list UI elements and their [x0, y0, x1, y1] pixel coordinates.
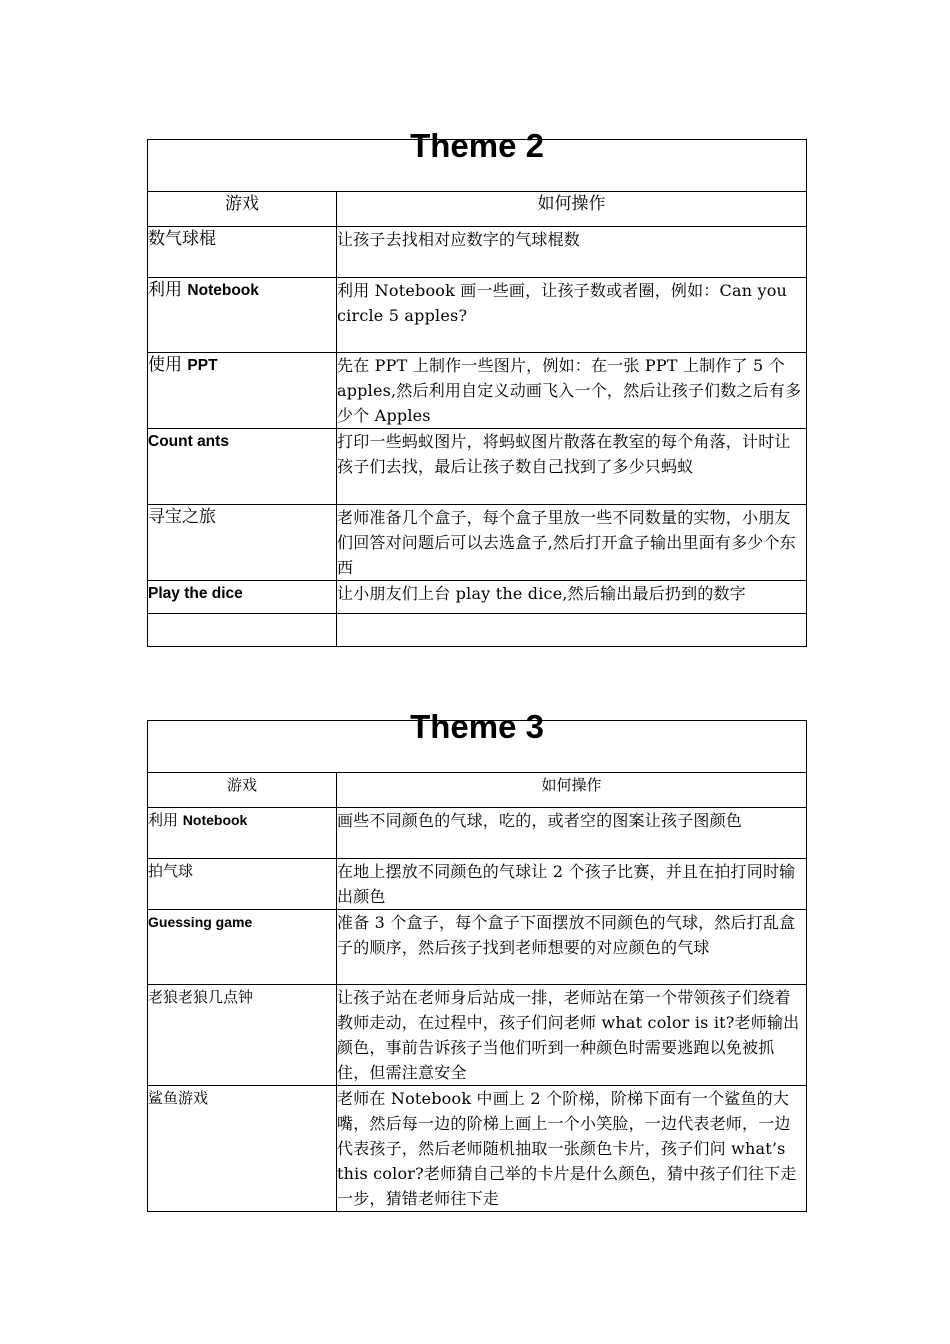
game-name-bold: Play the dice — [148, 585, 243, 602]
table-row-empty — [148, 614, 807, 647]
game-description: 在地上摆放不同颜色的气球让 2 个孩子比赛，并且在拍打同时输出颜色 — [337, 859, 807, 910]
theme-2-title-cell — [148, 127, 807, 192]
game-name — [148, 910, 337, 985]
table-row — [148, 1086, 807, 1212]
game-name: 寻宝之旅 — [148, 505, 337, 581]
theme-2-header-game: 游戏 — [148, 192, 337, 227]
game-description: 打印一些蚂蚁图片，将蚂蚁图片散落在教室的每个角落，计时让孩子们去找，最后让孩子数自己找到了多少只蚂蚁 — [337, 429, 807, 505]
table-row — [148, 278, 807, 353]
table-row — [148, 910, 807, 985]
table-row — [148, 227, 807, 278]
table-row — [148, 859, 807, 910]
game-description: 老师在 Notebook 中画上 2 个阶梯，阶梯下面有一个鲨鱼的大嘴，然后每一边的阶梯上画上一个小笑脸，一边代表老师，一边代表孩子，然后老师随机抽取一张颜色卡片，孩子们问 what’s this color?老师猜自己举的卡片是什么颜色，猜中孩子们往下走一步，猜错老师往下走 — [337, 1086, 807, 1212]
game-name — [148, 614, 337, 647]
table-row — [148, 429, 807, 505]
table-row — [148, 985, 807, 1086]
game-name-bold: Notebook — [187, 282, 259, 299]
game-name-prefix: 利用 — [148, 280, 188, 300]
theme-3-title-cell — [148, 708, 807, 773]
theme-3-header-game: 游戏 — [148, 773, 337, 808]
game-description: 画些不同颜色的气球，吃的，或者空的图案让孩子图颜色 — [337, 808, 807, 859]
game-name-prefix: 使用 — [148, 355, 188, 375]
theme-2-table — [147, 127, 807, 647]
theme-3-table — [147, 708, 807, 1212]
game-description — [337, 614, 807, 647]
table-row — [148, 581, 807, 614]
game-name-bold: Guessing game — [148, 914, 253, 930]
game-name — [148, 353, 337, 429]
game-name — [148, 278, 337, 353]
game-name — [148, 808, 337, 859]
game-description: 先在 PPT 上制作一些图片，例如：在一张 PPT 上制作了 5 个 apples,然后利用自定义动画飞入一个，然后让孩子们数之后有多少个 Apples — [337, 353, 807, 429]
game-description: 准备 3 个盒子，每个盒子下面摆放不同颜色的气球，然后打乱盒子的顺序，然后孩子找到老师想要的对应颜色的气球 — [337, 910, 807, 985]
table-row — [148, 808, 807, 859]
game-name-bold: PPT — [187, 357, 218, 374]
game-description: 利用 Notebook 画一些画，让孩子数或者圈，例如：Can you circle 5 apples? — [337, 278, 807, 353]
game-name-bold: Count ants — [148, 433, 229, 450]
game-name: 鲨鱼游戏 — [148, 1086, 337, 1212]
game-name — [148, 581, 337, 614]
game-name — [148, 429, 337, 505]
game-description: 让孩子站在老师身后站成一排，老师站在第一个带领孩子们绕着教师走动，在过程中，孩子们问老师 what color is it?老师输出颜色，事前告诉孩子当他们听到一种颜色时需要逃跑以免被抓住，但需注意安全 — [337, 985, 807, 1086]
game-name: 拍气球 — [148, 859, 337, 910]
theme-3-header-how: 如何操作 — [337, 773, 807, 808]
theme-2-header-how: 如何操作 — [337, 192, 807, 227]
game-name-prefix: 利用 — [148, 811, 183, 829]
table-row — [148, 505, 807, 581]
game-name: 老狼老狼几点钟 — [148, 985, 337, 1086]
game-name-bold: Notebook — [182, 812, 248, 828]
theme-3-title: Theme 3 — [410, 708, 544, 745]
game-name: 数气球棍 — [148, 227, 337, 278]
game-description: 老师准备几个盒子，每个盒子里放一些不同数量的实物，小朋友们回答对问题后可以去选盒子,然后打开盒子输出里面有多少个东西 — [337, 505, 807, 581]
game-description: 让小朋友们上台 play the dice,然后输出最后扔到的数字 — [337, 581, 807, 614]
theme-2-title: Theme 2 — [410, 127, 544, 164]
game-description: 让孩子去找相对应数字的气球棍数 — [337, 227, 807, 278]
table-row — [148, 353, 807, 429]
